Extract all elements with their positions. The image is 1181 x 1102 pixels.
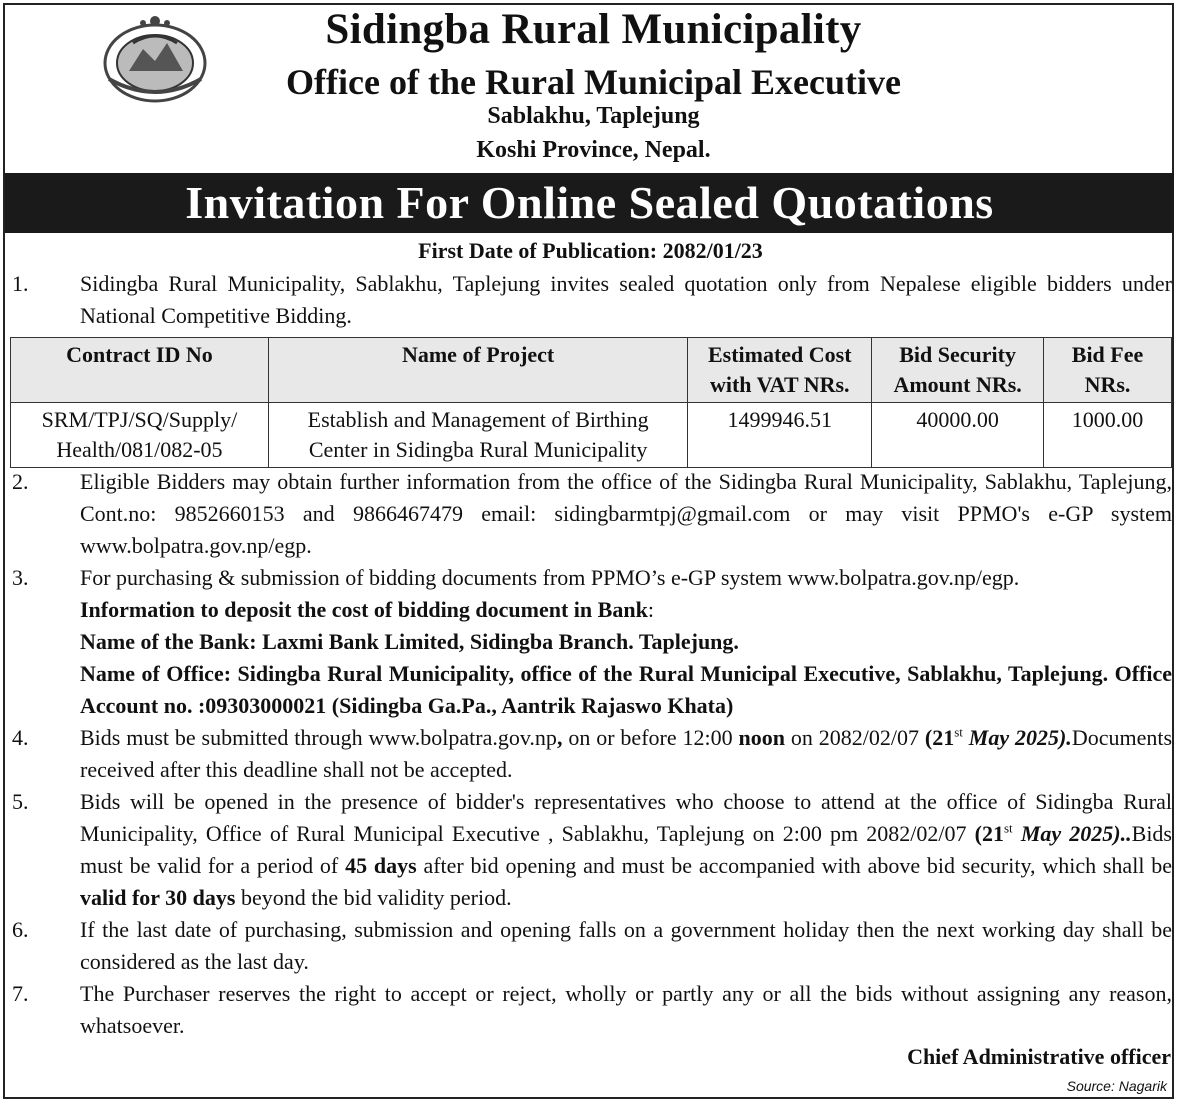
cell-bid-fee: 1000.00 <box>1044 403 1172 468</box>
cell-contract-id: SRM/TPJ/SQ/Supply/ Health/081/082-05 <box>11 403 269 468</box>
item-number: 2. <box>12 469 29 494</box>
cell-estimated-cost: 1499946.51 <box>688 403 872 468</box>
item-text: Eligible Bidders may obtain further information from the office of the Sidingba Rural Municipality, Sablakhu, Taplejung, Cont.no: 9852660153 and 9866467479 email: sidingbarmtpj@gmail.com or may visit PPMO's e-GP system www.bolpatra.gov.np/egp. <box>80 469 1172 558</box>
cell-bid-security: 40000.00 <box>872 403 1044 468</box>
notice-banner: Invitation For Online Sealed Quotations <box>5 173 1174 233</box>
item-number: 4. <box>12 725 29 750</box>
header-contract-id: Contract ID No <box>11 338 269 403</box>
item-number: 3. <box>12 565 29 590</box>
item-text: If the last date of purchasing, submission and opening falls on a government holiday then the next working day shall be considered as the last day. <box>80 917 1172 974</box>
office-title: Office of the Rural Municipal Executive <box>286 62 901 102</box>
item-text: The Purchaser reserves the right to accept or reject, wholly or partly any or all the bids without assigning any reason, whatsoever. <box>80 981 1172 1038</box>
source-credit: Source: Nagarik <box>1066 1078 1167 1094</box>
municipality-title: Sidingba Rural Municipality <box>325 6 862 53</box>
address-line-2: Koshi Province, Nepal. <box>476 137 711 163</box>
address-line-1: Sablakhu, Taplejung <box>487 103 700 129</box>
office-account: Name of Office: Sidingba Rural Municipality, office of the Rural Municipal Executive, Sablakhu, Taplejung. Office Account no. :09303000021 (Sidingba Ga.Pa., Aantrik Rajaswo Khata) <box>80 661 1172 718</box>
bank-name: Name of the Bank: Laxmi Bank Limited, Sidingba Branch. Taplejung. <box>80 629 739 654</box>
item-number: 1. <box>12 271 29 296</box>
cell-project: Establish and Management of Birthing Center in Sidingba Rural Municipality <box>268 403 687 468</box>
item-text: Bids will be opened in the presence of bidder's representatives who choose to attend at the office of Sidingba Rural Municipality, Office of Rural Municipal Executive , Sablakhu, Taplejung on 2:00 pm 2082/02/07 (21st May 2025)..Bids must be valid for a period of 45 days after bid opening and must be accompanied with above bid security, which shall be valid for 30 days beyond the bid validity period. <box>80 789 1172 910</box>
item-number: 7. <box>12 981 29 1006</box>
publication-date: First Date of Publication: 2082/01/23 <box>418 238 763 263</box>
table-row <box>11 403 1172 468</box>
table-header-row <box>11 338 1172 403</box>
header-estimated-cost: Estimated Cost with VAT NRs. <box>688 338 872 403</box>
notice-header <box>3 3 1174 173</box>
item-number: 5. <box>12 789 29 814</box>
item-number: 6. <box>12 917 29 942</box>
bank-info-heading: Information to deposit the cost of bidding document in Bank: <box>80 597 654 622</box>
bid-table <box>10 337 1172 468</box>
item-text: Bids must be submitted through www.bolpatra.gov.np, on or before 12:00 noon on 2082/02/07 (21st May 2025).Documents received after this deadline shall not be accepted. <box>80 724 1173 782</box>
header-project: Name of Project <box>268 338 687 403</box>
item-text: Sidingba Rural Municipality, Sablakhu, Taplejung invites sealed quotation only from Nepalese eligible bidders under National Competitive Bidding. <box>80 271 1172 328</box>
signature: Chief Administrative officer <box>907 1044 1171 1069</box>
header-bid-security: Bid Security Amount NRs. <box>872 338 1044 403</box>
header-bid-fee: Bid Fee NRs. <box>1044 338 1172 403</box>
item-text: For purchasing & submission of bidding documents from PPMO’s e-GP system www.bolpatra.gov.np/egp. <box>80 565 1020 590</box>
